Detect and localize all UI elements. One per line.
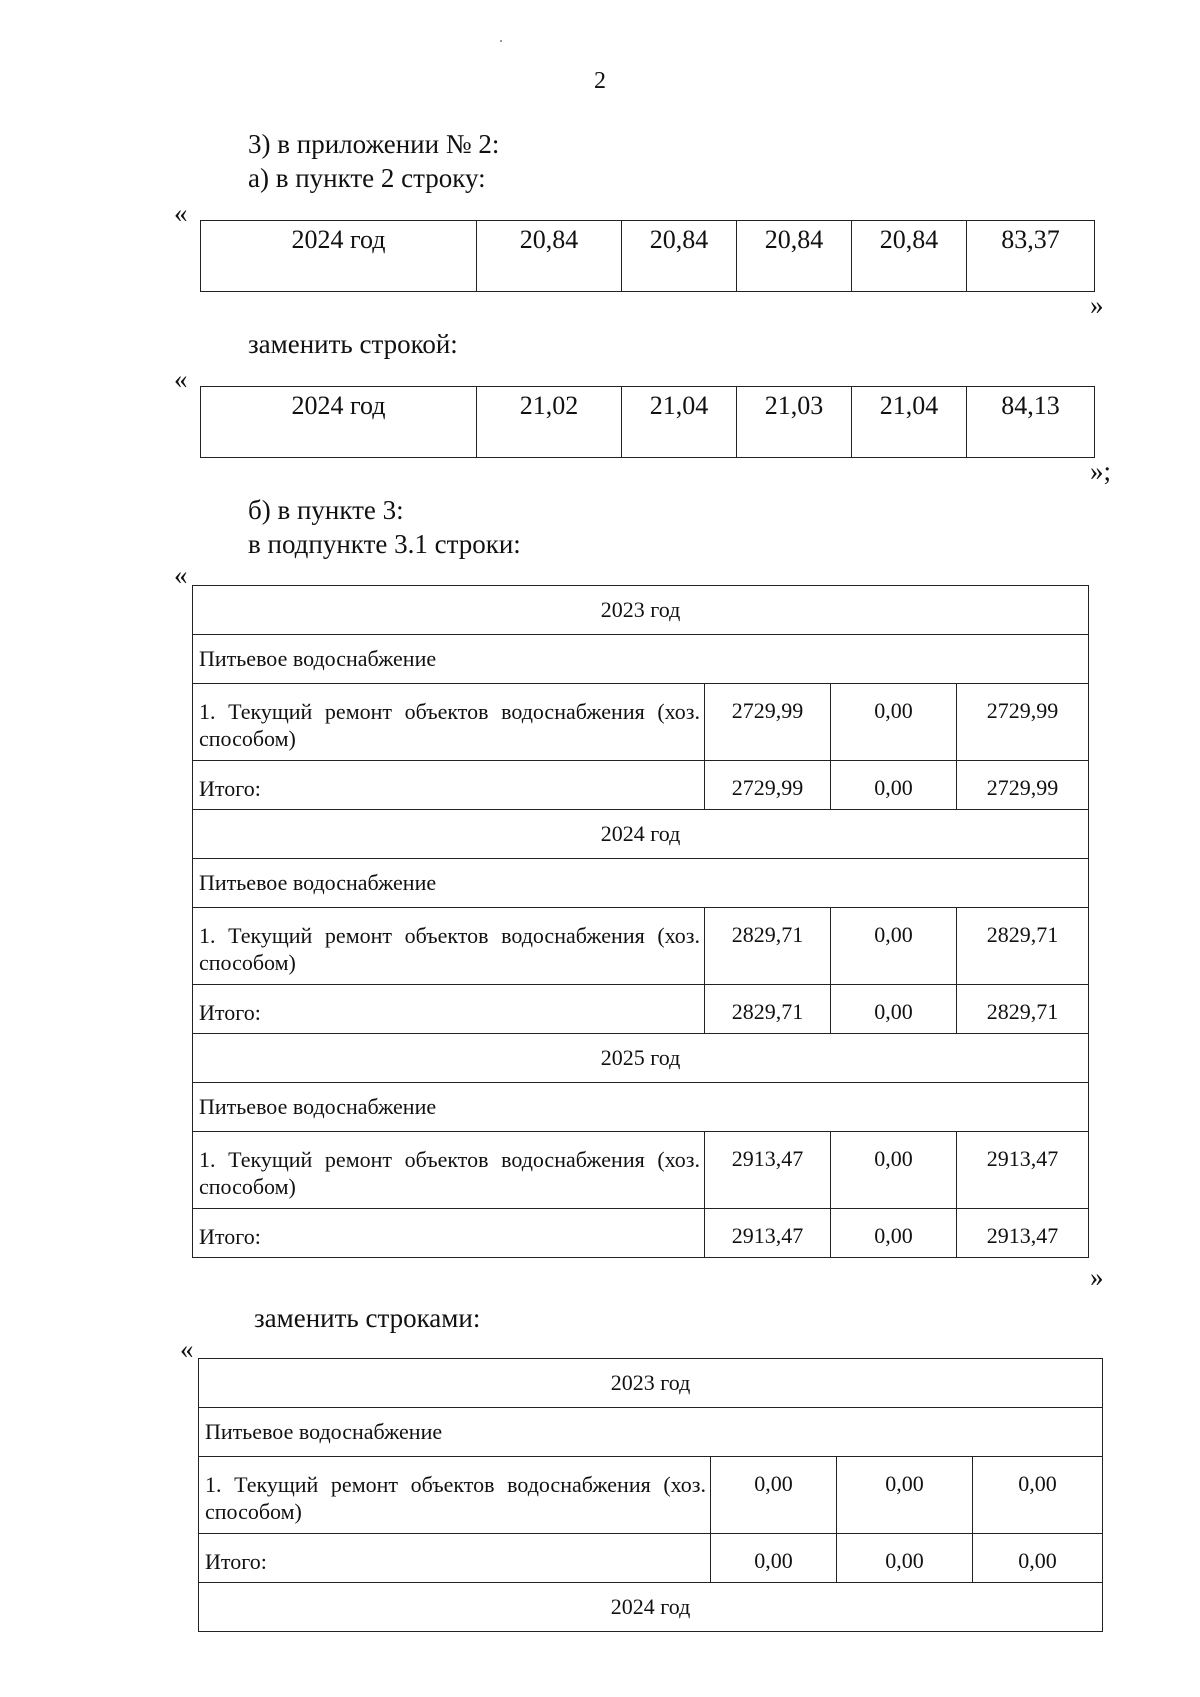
total-cell: 0,00 <box>837 1534 973 1583</box>
page-number: 2 <box>594 68 606 94</box>
close-quote: » <box>1090 1262 1104 1292</box>
table-row <box>193 635 1089 684</box>
value-cell: 0,00 <box>837 1457 973 1534</box>
table-row <box>199 1534 1103 1583</box>
table-row <box>193 859 1089 908</box>
value-cell: 0,00 <box>973 1457 1103 1534</box>
table-row <box>193 810 1089 859</box>
section-header: Питьевое водоснабжение <box>193 859 1089 908</box>
value-cell: 2729,99 <box>957 684 1089 761</box>
value-cell: 21,02 <box>477 387 622 458</box>
total-cell: 2829,71 <box>957 985 1089 1034</box>
total-label: Итого: <box>193 1209 705 1258</box>
table-row <box>199 1359 1103 1408</box>
total-cell: 2913,47 <box>957 1209 1089 1258</box>
value-cell: 20,84 <box>852 221 967 292</box>
year-header: 2025 год <box>193 1034 1089 1083</box>
total-cell: 2913,47 <box>705 1209 831 1258</box>
table-row <box>193 586 1089 635</box>
point-b-line-1: б) в пункте 3: <box>248 495 404 525</box>
new-rows-table <box>198 1358 1103 1632</box>
open-quote: « <box>174 560 188 590</box>
table-row <box>199 1457 1103 1534</box>
point-b-line-2: в подпункте 3.1 строки: <box>248 529 521 559</box>
table-row <box>193 1132 1089 1209</box>
intro-line-1: 3) в приложении № 2: <box>248 129 500 159</box>
value-cell: 21,04 <box>622 387 737 458</box>
value-cell: 21,04 <box>852 387 967 458</box>
value-cell: 0,00 <box>831 684 957 761</box>
old-row-table <box>200 220 1095 292</box>
year-header: 2024 год <box>199 1583 1103 1632</box>
item-name: 1. Текущий ремонт объектов водоснабжения (хоз. способом) <box>193 1132 705 1209</box>
value-cell: 83,37 <box>967 221 1095 292</box>
year-header: 2023 год <box>193 586 1089 635</box>
new-row-table <box>200 386 1095 458</box>
item-name: 1. Текущий ремонт объектов водоснабжения (хоз. способом) <box>199 1457 711 1534</box>
item-name: 1. Текущий ремонт объектов водоснабжения (хоз. способом) <box>193 684 705 761</box>
table-row <box>193 761 1089 810</box>
open-quote: « <box>174 198 188 228</box>
total-cell: 2829,71 <box>705 985 831 1034</box>
close-quote-semicolon: »; <box>1090 456 1112 486</box>
intro-line-2: а) в пункте 2 строку: <box>248 163 486 193</box>
value-cell: 2913,47 <box>957 1132 1089 1209</box>
value-cell: 2829,71 <box>957 908 1089 985</box>
table-row <box>193 1083 1089 1132</box>
value-cell: 20,84 <box>477 221 622 292</box>
replace-row-text: заменить строкой: <box>248 329 458 359</box>
old-rows-table <box>192 585 1089 1258</box>
open-quote: « <box>174 364 188 394</box>
year-cell: 2024 год <box>201 221 477 292</box>
table-row <box>193 1034 1089 1083</box>
total-label: Итого: <box>199 1534 711 1583</box>
total-cell: 2729,99 <box>957 761 1089 810</box>
close-quote: » <box>1090 290 1104 320</box>
table-row <box>201 387 1095 458</box>
table-row <box>199 1408 1103 1457</box>
total-cell: 2729,99 <box>705 761 831 810</box>
value-cell: 21,03 <box>737 387 852 458</box>
total-cell: 0,00 <box>711 1534 837 1583</box>
table-row <box>199 1583 1103 1632</box>
year-cell: 2024 год <box>201 387 477 458</box>
item-name: 1. Текущий ремонт объектов водоснабжения (хоз. способом) <box>193 908 705 985</box>
total-cell: 0,00 <box>831 985 957 1034</box>
total-cell: 0,00 <box>973 1534 1103 1583</box>
section-header: Питьевое водоснабжение <box>193 635 1089 684</box>
total-cell: 0,00 <box>831 1209 957 1258</box>
section-header: Питьевое водоснабжение <box>199 1408 1103 1457</box>
total-label: Итого: <box>193 761 705 810</box>
open-quote: « <box>180 1334 194 1364</box>
value-cell: 2829,71 <box>705 908 831 985</box>
table-row <box>193 684 1089 761</box>
value-cell: 20,84 <box>737 221 852 292</box>
value-cell: 0,00 <box>711 1457 837 1534</box>
value-cell: 84,13 <box>967 387 1095 458</box>
value-cell: 0,00 <box>831 908 957 985</box>
year-header: 2024 год <box>193 810 1089 859</box>
table-row <box>193 908 1089 985</box>
replace-rows-text: заменить строками: <box>254 1303 481 1333</box>
table-row <box>193 985 1089 1034</box>
value-cell: 20,84 <box>622 221 737 292</box>
section-header: Питьевое водоснабжение <box>193 1083 1089 1132</box>
value-cell: 0,00 <box>831 1132 957 1209</box>
year-header: 2023 год <box>199 1359 1103 1408</box>
scan-speck <box>500 40 502 42</box>
table-row <box>201 221 1095 292</box>
total-cell: 0,00 <box>831 761 957 810</box>
value-cell: 2729,99 <box>705 684 831 761</box>
total-label: Итого: <box>193 985 705 1034</box>
table-row <box>193 1209 1089 1258</box>
value-cell: 2913,47 <box>705 1132 831 1209</box>
